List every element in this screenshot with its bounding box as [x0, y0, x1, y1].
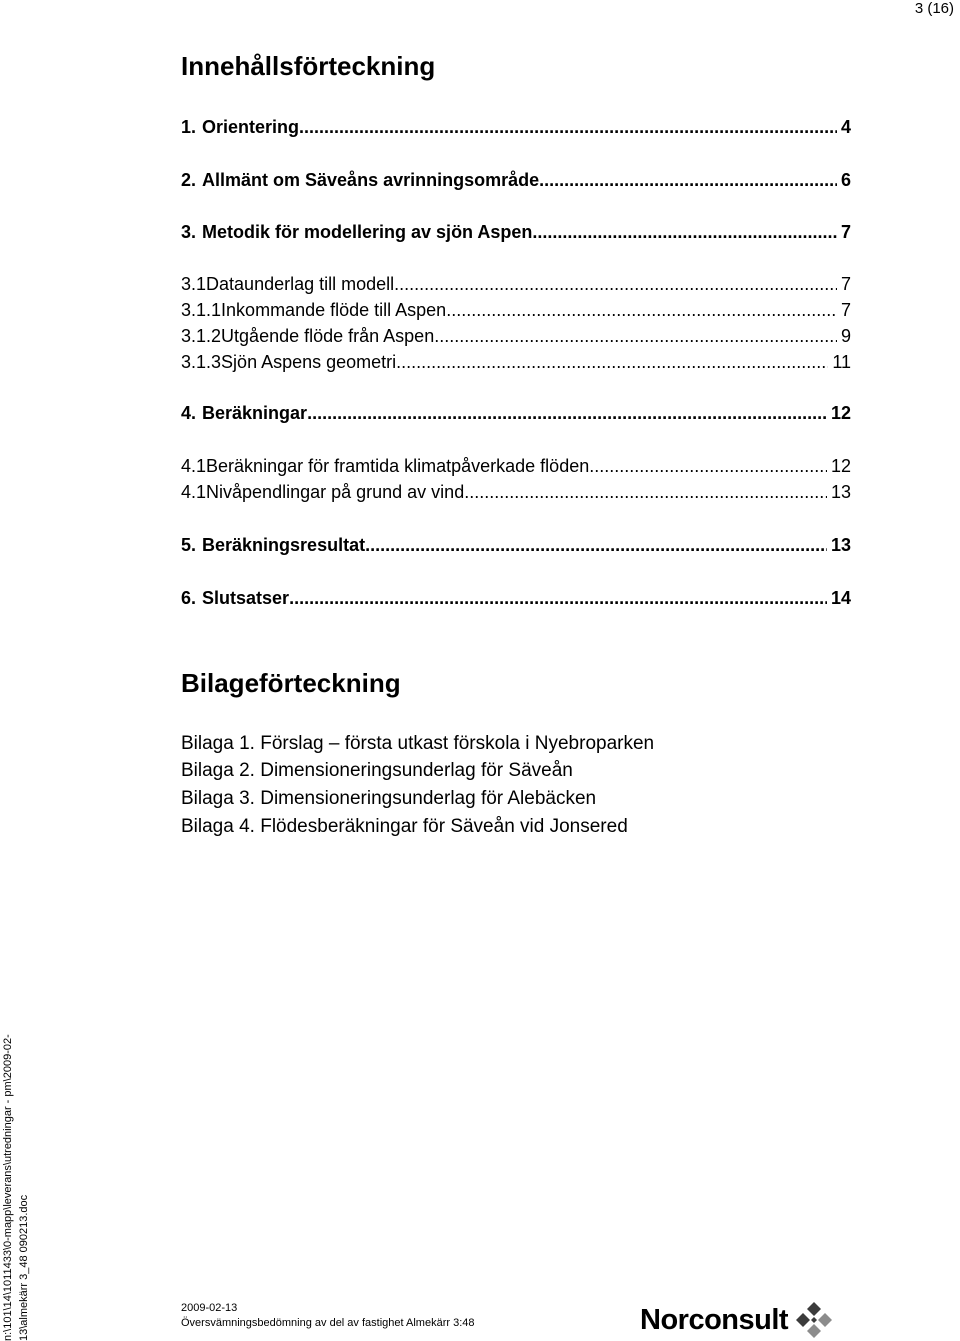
toc-entry-title: Utgående flöde från Aspen	[221, 326, 435, 346]
logo-text: Norconsult	[640, 1303, 789, 1336]
appendix-item-1: Bilaga 1. Förslag – första utkast förskola i Nyebroparken	[181, 733, 655, 754]
appendix-item-3: Bilaga 3. Dimensioneringsunderlag för Alebäcken	[181, 788, 597, 809]
toc-entry-2[interactable]	[181, 168, 851, 192]
toc-entry-number: 1.	[181, 117, 197, 137]
toc-entry-page: 14	[830, 588, 851, 608]
toc-entry-page: 7	[840, 300, 851, 320]
appendix-item-2: Bilaga 2. Dimensioneringsunderlag för Säveån	[181, 760, 573, 781]
toc-entry-3-1-1[interactable]	[181, 298, 851, 322]
appendix-item-4: Bilaga 4. Flödesberäkningar för Säveån vid Jonsered	[181, 816, 628, 837]
toc-entry-number: 5.	[181, 535, 197, 555]
footer-document-title: Översvämningsbedömning av del av fastighet Almekärr 3:48	[181, 1317, 475, 1329]
toc-entry-title: Beräkningar	[202, 403, 308, 423]
toc-entry-title: Inkommande flöde till Aspen	[221, 300, 447, 320]
toc-entry-page: 4	[840, 117, 851, 137]
toc-entry-number: 3.1.3	[181, 352, 222, 372]
toc-entry-page: 13	[830, 482, 851, 502]
toc-entry-page: 12	[830, 456, 851, 476]
dot-leader	[396, 350, 828, 374]
file-path-line-1: n:\101\14\1011433\0-mapp\leverans\utredningar - pm\2009-02-	[2, 1034, 14, 1341]
norconsult-diamond-icon	[794, 1300, 834, 1340]
dot-leader	[365, 533, 827, 557]
toc-entry-title: Beräkningar för framtida klimatpåverkade flöden	[206, 456, 590, 476]
toc-entry-title: Orientering	[202, 117, 300, 137]
toc-entry-number: 3.	[181, 222, 197, 242]
dot-leader	[289, 586, 827, 610]
footer-date: 2009-02-13	[181, 1302, 238, 1314]
toc-entry-3[interactable]	[181, 220, 851, 244]
dot-leader	[446, 298, 837, 322]
dot-leader	[532, 220, 837, 244]
dot-leader	[464, 480, 827, 504]
toc-entry-number: 6.	[181, 588, 197, 608]
toc-entry-title: Beräkningsresultat	[202, 535, 366, 555]
toc-entry-5[interactable]	[181, 533, 851, 557]
toc-entry-number: 3.1	[181, 274, 207, 294]
toc-entry-number: 3.1.1	[181, 300, 222, 320]
toc-heading: Innehållsförteckning	[181, 51, 436, 81]
toc-entry-page: 7	[840, 274, 851, 294]
toc-entry-page: 7	[840, 222, 851, 242]
dot-leader	[434, 324, 837, 348]
dot-leader	[307, 401, 827, 425]
page-number: 3 (16)	[914, 0, 954, 17]
file-path-margin	[0, 1001, 32, 1341]
toc-entry-title: Allmänt om Säveåns avrinningsområde	[202, 170, 540, 190]
toc-entry-4-1a[interactable]	[181, 454, 851, 478]
dot-leader	[589, 454, 827, 478]
dot-leader	[299, 115, 837, 139]
toc-entry-number: 4.1	[181, 456, 207, 476]
toc-entry-1[interactable]	[181, 115, 851, 139]
toc-entry-title: Nivåpendlingar på grund av vind	[206, 482, 465, 502]
toc-entry-title: Sjön Aspens geometri	[221, 352, 397, 372]
toc-entry-page: 11	[832, 352, 851, 372]
toc-entry-3-1-3[interactable]	[181, 350, 851, 374]
toc-entry-number: 4.	[181, 403, 197, 423]
toc-entry-4-1b[interactable]	[181, 480, 851, 504]
toc-entry-number: 3.1.2	[181, 326, 222, 346]
toc-entry-6[interactable]	[181, 586, 851, 610]
toc-entry-3-1[interactable]	[181, 272, 851, 296]
toc-entry-title: Metodik för modellering av sjön Aspen	[202, 222, 533, 242]
toc-entry-page: 6	[840, 170, 851, 190]
toc-entry-page: 13	[830, 535, 851, 555]
toc-entry-page: 12	[830, 403, 851, 423]
dot-leader	[394, 272, 837, 296]
norconsult-logo	[640, 1300, 834, 1340]
toc-entry-3-1-2[interactable]	[181, 324, 851, 348]
appendix-heading: Bilageförteckning	[181, 668, 401, 698]
toc-entry-4[interactable]	[181, 401, 851, 425]
toc-entry-page: 9	[840, 326, 851, 346]
toc-entry-title: Slutsatser	[202, 588, 290, 608]
file-path-line-2: 13\almekärr 3_48 090213.doc	[18, 1194, 30, 1341]
dot-leader	[539, 168, 837, 192]
toc-entry-number: 4.1	[181, 482, 207, 502]
toc-entry-title: Dataunderlag till modell	[206, 274, 395, 294]
toc-entry-number: 2.	[181, 170, 197, 190]
